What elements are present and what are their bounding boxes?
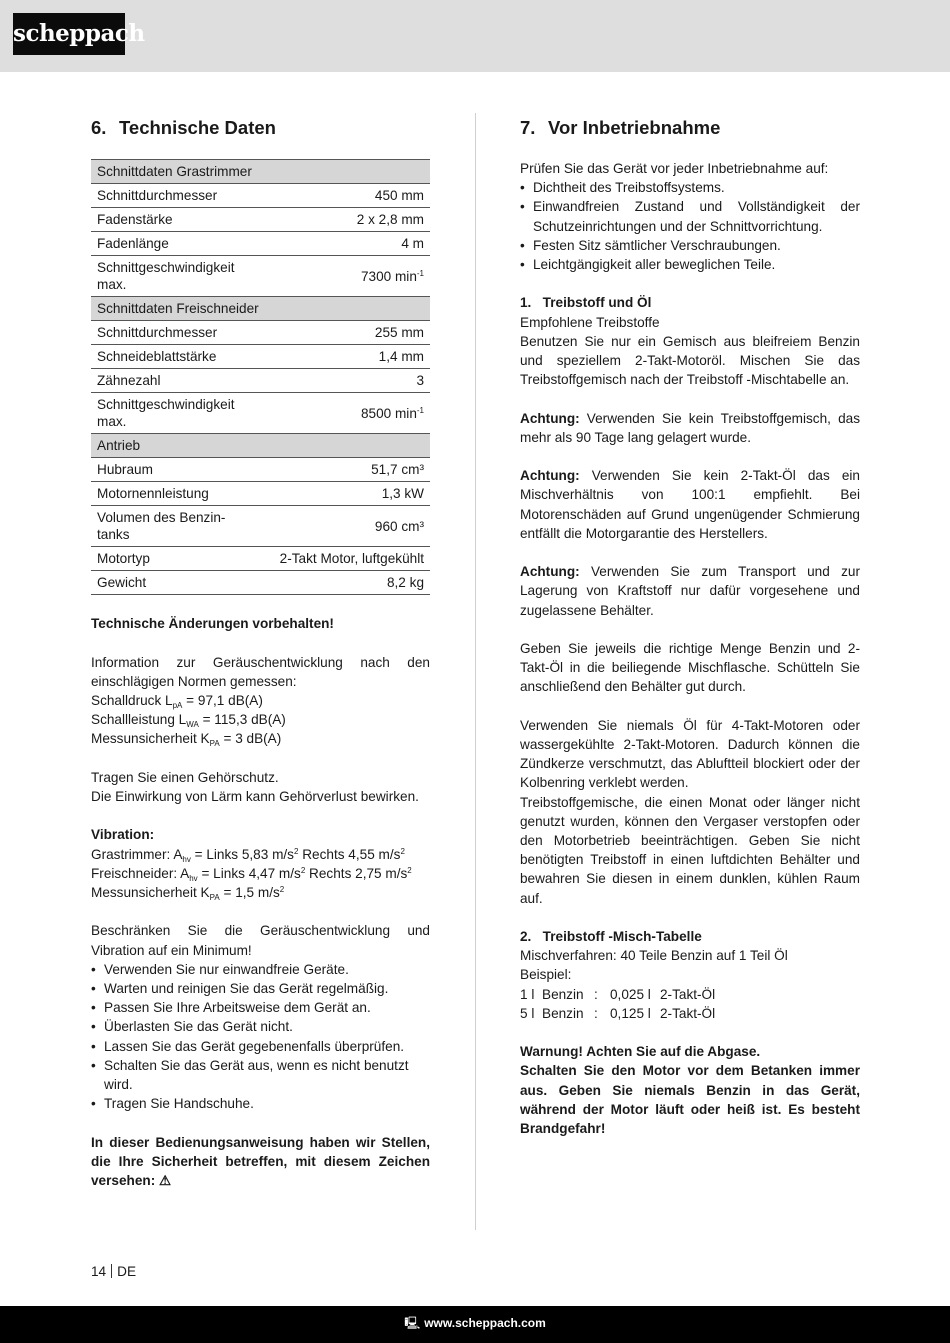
scheppach-logo: scheppach	[13, 13, 125, 55]
spec-label: Fadenlänge	[91, 232, 253, 256]
spec-value: 8,2 kg	[253, 571, 430, 595]
spec-label: Schneideblattstärke	[91, 345, 253, 369]
caution-2: Achtung: Verwenden Sie kein 2-Takt-Öl das ein Mischverhältnis von 100:1 empfiehlt. Bei Motorenschäden auf Grund ungenügender Schmierung entfällt die Motorgarantie des Herstellers.	[520, 468, 860, 541]
spec-value: 450 mm	[253, 184, 430, 208]
list-item: • Passen Sie Ihre Arbeitsweise dem Gerät an.	[91, 998, 430, 1017]
spec-row	[91, 208, 430, 232]
vibration-line-2: Freischneider: $A_{hv}$ = Links 4,47 $m/s^2$ Rechts 2,75 $m/s^2$	[91, 865, 412, 883]
footer-bar	[0, 1306, 950, 1343]
spec-label: Schnittgeschwindigkeit max.	[91, 256, 253, 297]
hearing-protection: Tragen Sie einen Gehörschutz.	[91, 769, 279, 785]
spec-row	[91, 482, 430, 506]
check-intro: Prüfen Sie das Gerät vor jeder Inbetriebnahme auf:	[520, 161, 829, 176]
spec-value: 7300 $\min^{-1}$	[253, 256, 430, 297]
spec-row	[91, 256, 430, 297]
mix-cell: 1 l	[520, 986, 535, 1002]
oil-text: Verwenden Sie niemals Öl für 4-Takt-Motoren oder wassergekühlte 2-Takt-Motoren. Dadurch können die Zündkerze verschmutzt, das Abluftteil blockiert oder der Kolbenring verklebt werden.	[520, 717, 860, 791]
list-item: • Überlasten Sie das Gerät nicht.	[91, 1017, 430, 1036]
spec-value: 255 mm	[253, 321, 430, 345]
list-item: • Lassen Sie das Gerät gegebenenfalls überprüfen.	[91, 1037, 430, 1056]
list-item: • Tragen Sie Handschuhe.	[91, 1094, 430, 1113]
page-number: 14 DE	[91, 1264, 137, 1279]
noise-intro: Information zur Geräuschentwicklung nach den einschlägigen Normen gemessen:	[91, 654, 430, 689]
spec-row	[91, 321, 430, 345]
column-divider	[475, 113, 476, 1230]
spec-label: Volumen des Benzin-tanks	[91, 506, 253, 547]
spec-label: Schnittgeschwindigkeit max.	[91, 393, 253, 434]
spec-table	[91, 159, 430, 595]
safety-note: In dieser Bedienungsanweisung haben wir Stellen, die Ihre Sicherheit betreffen, mit diesem Zeichen versehen: ⚠	[91, 1134, 430, 1188]
spec-label: Schnittdurchmesser	[91, 184, 253, 208]
section-heading-technical-data: 6. Technische Daten	[91, 117, 276, 138]
list-item: • Verwenden Sie nur einwandfreie Geräte.	[91, 960, 430, 979]
spec-row	[91, 506, 430, 547]
spec-row	[91, 369, 430, 393]
spec-row	[91, 547, 430, 571]
limit-intro: Beschränken Sie die Geräuschentwicklung und Vibration auf ein Minimum!	[91, 923, 430, 958]
right-column	[520, 116, 860, 1138]
spec-value: 4 m	[253, 232, 430, 256]
warning-title: Warnung! Achten Sie auf die Abgase.	[520, 1044, 761, 1060]
hearing-loss-note: Die Einwirkung von Lärm kann Gehörverlust bewirken.	[91, 788, 419, 804]
caution-1: Achtung: Verwenden Sie kein Treibstoffgemisch, das mehr als 90 Tage lang gelagert wurde.	[520, 410, 860, 445]
spec-value: 1,4 mm	[253, 345, 430, 369]
noise-line-2: Schallleistung $L_{WA} = 115,3$ dB(A)	[91, 712, 286, 730]
list-item: • Einwandfreien Zustand und Vollständigkeit der Schutzeinrichtungen und der Schnittvorrichtung.	[520, 197, 860, 235]
spec-value: 2 x 2,8 mm	[253, 208, 430, 232]
spec-value: 1,3 kW	[253, 482, 430, 506]
vibration-line-3: Messunsicherheit $K_{PA} = 1,5$ $m/s^2$	[91, 884, 285, 902]
list-item: • Warten und reinigen Sie das Gerät regelmäßig.	[91, 979, 430, 998]
limit-list	[91, 960, 430, 1114]
spec-label: Motornennleistung	[91, 482, 253, 506]
mix-row	[520, 985, 730, 1004]
spec-section-header: Antrieb	[91, 434, 430, 458]
check-list	[520, 178, 860, 274]
spec-label: Hubraum	[91, 458, 253, 482]
spec-section-header: Schnittdaten Grastrimmer	[91, 160, 430, 184]
list-item: • Schalten Sie das Gerät aus, wenn es nicht benutzt wird.	[91, 1056, 430, 1094]
spec-value: 51,7 cm³	[253, 458, 430, 482]
subsection-title-fuel: 1. Treibstoff und Öl	[520, 295, 652, 311]
spec-section-header: Schnittdaten Freischneider	[91, 297, 430, 321]
caution-3: Achtung: Verwenden Sie zum Transport und zur Lagerung von Kraftstoff nur dafür vorgesehene und zugelassene Behälter.	[520, 564, 860, 618]
mix-cell: Benzin	[542, 986, 584, 1002]
subsection-title-mix-table: 2. Treibstoff -Misch-Tabelle	[520, 929, 702, 945]
spec-row	[91, 232, 430, 256]
mix-cell: :	[594, 986, 598, 1002]
spec-row	[91, 571, 430, 595]
spec-value: 960 cm³	[253, 506, 430, 547]
mix-cell: 2-Takt-Öl	[660, 986, 716, 1002]
mix-cell: 2-Takt-Öl	[660, 1005, 716, 1021]
mix-cell: 0,025 l	[610, 986, 651, 1002]
spec-label: Schnittdurchmesser	[91, 321, 253, 345]
spec-label: Motortyp	[91, 547, 253, 571]
vibration-line-1: Grastrimmer: $A_{hv}$ = Links 5,83 $m/s^2$ Rechts 4,55 $m/s^2$	[91, 846, 405, 864]
mix-cell: 0,125 l	[610, 1005, 651, 1021]
mix-row	[520, 1004, 730, 1023]
list-item: • Festen Sitz sämtlicher Verschraubungen.	[520, 236, 860, 255]
website-link[interactable]: www.scheppach.com	[424, 1316, 546, 1330]
spec-row	[91, 458, 430, 482]
list-item: • Dichtheit des Treibstoffsystems.	[520, 178, 860, 197]
spec-value: 3	[253, 369, 430, 393]
section-heading-before-start: 7. Vor Inbetriebnahme	[520, 117, 721, 138]
mix-method: Mischverfahren: 40 Teile Benzin auf 1 Teil Öl	[520, 948, 788, 964]
example-label: Beispiel:	[520, 967, 572, 983]
spec-row	[91, 184, 430, 208]
list-item: • Leichtgängigkeit aller beweglichen Teile.	[520, 255, 860, 274]
spec-value: 2-Takt Motor, luftgekühlt	[253, 547, 430, 571]
spec-label: Zähnezahl	[91, 369, 253, 393]
computer-icon: 🖳	[404, 1316, 421, 1330]
spec-row	[91, 345, 430, 369]
mix-cell: 5 l	[520, 1005, 535, 1021]
spec-label: Gewicht	[91, 571, 253, 595]
spec-label: Fadenstärke	[91, 208, 253, 232]
mix-text: Geben Sie jeweils die richtige Menge Benzin und 2-Takt-Öl in die beiliegende Mischflasche. Schütteln Sie anschließend den Behälter gut durch.	[520, 641, 860, 695]
warning-text: Schalten Sie den Motor vor dem Betanken immer aus. Geben Sie niemals Benzin in das Gerät, während der Motor läuft oder heiß ist. Es besteht Brandgefahr!	[520, 1063, 860, 1137]
noise-line-3: Messunsicherheit $K_{PA} = 3$ dB(A)	[91, 731, 282, 749]
changes-note: Technische Änderungen vorbehalten!	[91, 616, 334, 632]
vibration-title: Vibration:	[91, 827, 155, 843]
left-column	[91, 116, 430, 1190]
mix-cell: :	[594, 1005, 598, 1021]
mix-table	[520, 985, 730, 1023]
recommended-fuel: Empfohlene Treibstoffe	[520, 314, 660, 330]
spec-value: 8500 $\min^{-1}$	[253, 393, 430, 434]
spec-row	[91, 393, 430, 434]
mix-cell: Benzin	[542, 1005, 584, 1021]
storage-text: Treibstoffgemische, die einen Monat oder länger nicht genutzt wurden, können den Vergaser verstopfen oder den Motorbetrieb beeinträchtigen. Geben Sie nicht benötigten Treibstoff in einen luftdichten Behälter und bewahren Sie diesen in einem dunklen, kühlen Raum auf.	[520, 794, 860, 906]
warning-triangle-icon: ⚠	[159, 1173, 172, 1188]
top-bar	[0, 0, 950, 72]
noise-line-1: Schalldruck $L_{pA} = 97,1$ dB(A)	[91, 692, 263, 710]
fuel-text: Benutzen Sie nur ein Gemisch aus bleifreiem Benzin und speziellem 2-Takt-Motoröl. Mischen Sie das Treibstoffgemisch nach der Treibstoff -Mischtabelle an.	[520, 333, 860, 388]
